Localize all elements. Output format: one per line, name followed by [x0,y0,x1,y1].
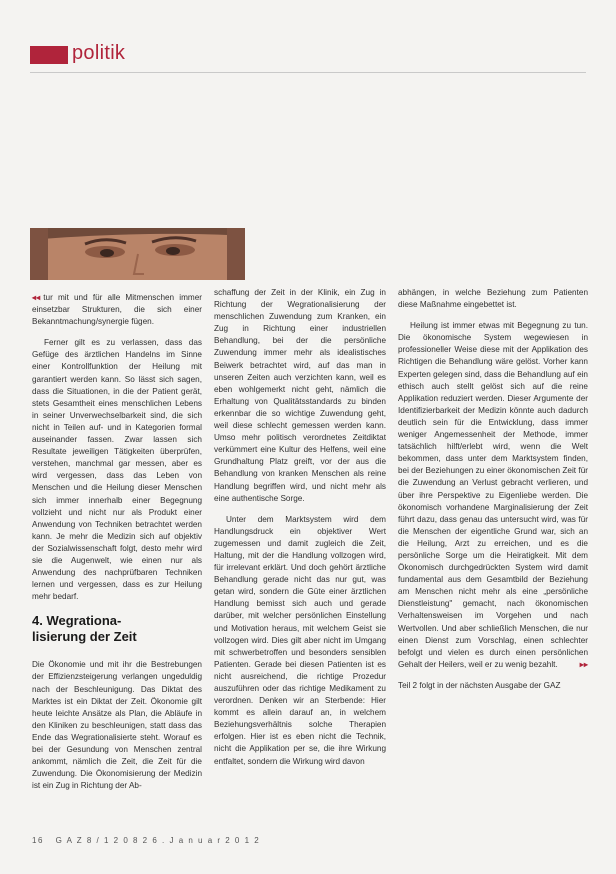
section-color-bar [30,46,68,64]
paragraph: Ferner gilt es zu verlassen, dass das Gefüge des ärztlichen Handelns im Sinne einer Kontrollfunktion der Heilung mit garantiert werden kann. So lässt sich sagen, dass die Situationen, in die der Patient gerät, stets Gesamtheit eines menschlichen Lebens in seiner Unverwechselbarkeit sind, die sich nicht in Teilen auf- und in Kategorien formal auseinander fassen. Zwar lassen sich Resultate jeweiligen Tätigkeiten überprüfen, verstehen, manchmal gar messen, aber es wird vergessen, dass das Leben von Menschen und die Heilung dieser Menschen sich immer innerhalb einer Begegnung vollzieht und nicht nur als Produkt einer Anwendung von Techniken betrachtet werden kann. Je mehr die Medizin sich auf objektiv der Sozialwissenschaft folgt, desto mehr wird sie die Augenwelt, wie einen nur als Anwendung des nachprüfbaren Techniken lernen und vergessen, dass es zur Heilung mehr bedarf. [32,338,202,602]
paragraph: abhängen, in welche Beziehung zum Patienten diese Maßnahme eingebettet ist. [398,288,588,310]
text-column-1 [32,292,202,801]
portrait-face-image [30,228,245,280]
portrait-photo [30,228,245,280]
article-end-icon: ▸▸ [579,659,588,669]
continuation-note: Teil 2 folgt in der nächsten Ausgabe der GAZ [398,680,561,690]
continuation-arrow-icon: ◂◂ [32,293,41,302]
paragraph: ◂◂ tur mit und für alle Mitmenschen immer einsetzbar Strukturen, die sich einer Bekanntmachung/synergie fügen. [32,293,202,327]
publication-info: G A Z 8 / 1 2 0 8 2 6 . J a n u a r 2 0 1 2 [55,836,261,845]
paragraph: Die Ökonomie und mit ihr die Bestrebungen der Effizienzsteigerung verlangen ungeduldig nach der Beschleunigung. Das Diktat des Marktes ist ein Diktat der Zeit. Ökonomie gilt heute leichte Ansätze als Plan, die Abläufe in den Kliniken zu beschleunigen, statt dass das Ende das Wegrationalisierte steht. Worauf es bei der Gesundung von Menschen zentral ankommt, nämlich die Zeit, die Zeit für die Zuwendung. Die Ökonomisierung der Medizin ist ein Zug in Richtung der Ab- [32,660,202,791]
paragraph: schaffung der Zeit in der Klinik, ein Zug in Richtung der Wegrationalisierung der menschlichen Zuwendung zum Kranken, ein Zug in Richtung einer industriellen Behandlung, bei der die persönliche Zuwendung immer mehr als idealistisches Beiwerk betrachtet wird, auf das man in unseren Zeiten auch verzichten kann, weil es eben wohlgemerkt nicht geht, nämlich die Erhaltung von Qualitätsstandards zu binden erkennbar die so wichtige Zuwendung geht, weil diese schlecht gemessen werden kann. Umso mehr politisch verordnetes Zeitdiktat verkümmert eine Kultur des Helfens, weil eine Grundhaltung Platz greift, vor der aus die Behandlung von kranken Menschen als reine Handlung begriffen wird, und nicht mehr als eine authentische Sorge. [214,288,386,503]
text-column-2 [214,287,386,777]
header-rule [30,72,586,73]
text-column-3 [398,287,588,701]
paragraph: Unter dem Marktsystem wird dem Handlungsdruck ein objektiver Wert zugemessen und damit zugleich die Zeit, Haltung, mit der die Handlung vollzogen wird, für irrelevant erklärt. Und doch gehört ärztliche Behandlung gerade nicht das nur gut, was getan wird, sondern die Güte einer ärztlichen Handlung bemisst sich auch und gerade darüber, mit welcher persönlichen Einstellung und Motivation heraus, mit welchem Geist sie vollzogen wird. Dies gilt aber nicht im Umgang mit schwerbetroffen und besonders sensiblen Patienten. Gerade bei diesen Patienten ist es nicht ausreichend, die richtige Prozedur auszuführen oder das richtige Medikament zu verordnen. Denken wir an Sterbende: Hier kommt es allein darauf an, in welchem Beziehungsverhältnis solche Therapien erfolgen. Hier ist es eben nicht die Technik, nicht die Applikation per se, die ihre Wirkung entfaltet, sondern die Wirkung wird davon [214,514,386,766]
section-heading: 4. Wegrationa- lisierung der Zeit [32,613,137,645]
page-number: 16 [32,836,44,845]
section-title: politik [72,42,126,64]
page-footer [32,836,260,845]
paragraph: Heilung ist immer etwas mit Begegnung zu tun. Die ökonomische System wegewiesen in professioneller Weise diese mit der Applikation des Richtigen die Behandlung wäre gelöst. Vorher kann Experten gelegen sind, dass die Behandlung auf ein ethisch auch stellt gelöst sich auf die reine Applikation reduziert werden. Dieser Argumente der Identifizierbarkeit der Medizin könnte auch dadurch deutlich sein für die Entwicklung, dass immer weniger Angemessenheit der Methode, immer tatsächlich hilft/erlebt wird, wenn die Welt bekommen, dass unter dem Marktsystem finden, bei der Beziehungen zu einer ökonomischen Zeit für die Zuwendung an Verlust gebracht verlieren, und über ihre Perspektive zu Eigenliebe werden. Die ökonomisch vorhandene Marginalisierung der Zeit führt dazu, dass genau das untersucht wird, was für die Menschen der eigentliche Grund war, sich an die Heilung, Arzt zu erreichen, und es die persönliche Sorge um die Heiratigkeit. Mit dem Ökonomisch durchgedrückten System wird damit fundamental aus dem Gesamtbild der Beziehung am Menschen nicht mehr als eine „persönliche Dienstleistung" gemacht, nach ökonomischen Verhaltensweisen im Vorgehen und nach Wertvollen. Und aber schließlich Menschen, die nur einen Dienst zum Vorschlag, einen schlechter befolgt und vielen es durch einen persönlichen Gehalt der Heilers, weil er zu wenig bezahlt. ▸▸ [398,320,588,671]
